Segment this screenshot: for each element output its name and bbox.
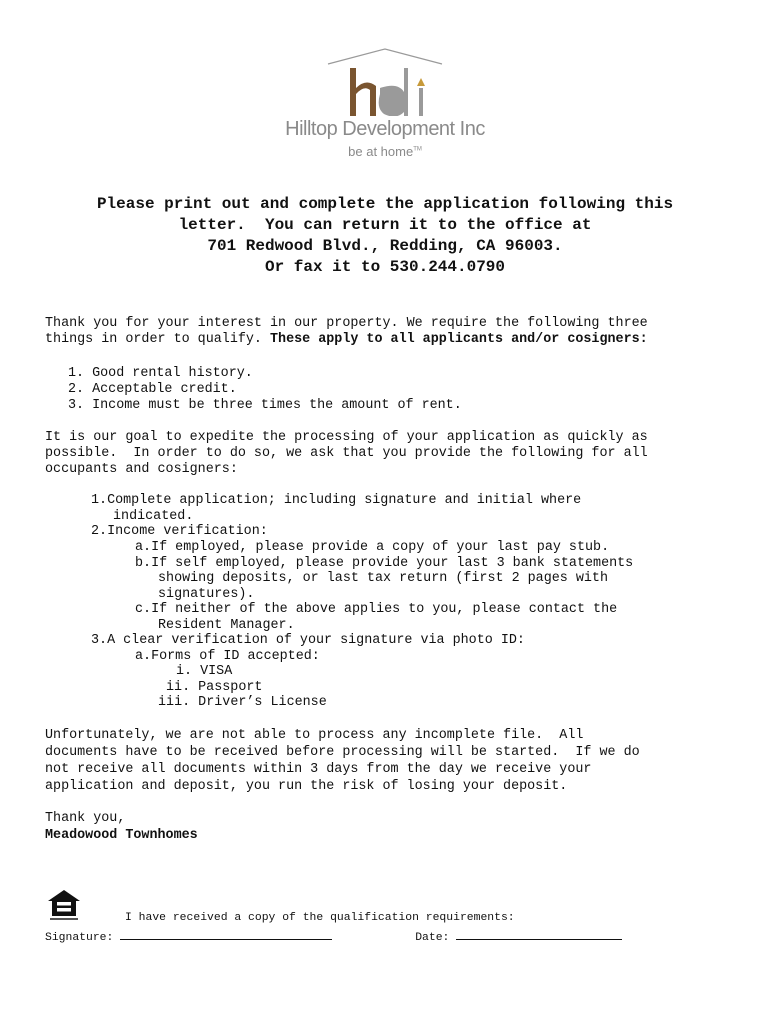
goal-line: It is our goal to expedite the processing of your application as quickly as [45, 430, 648, 445]
headline-line: 701 Redwood Blvd., Redding, CA 96003. [207, 237, 563, 255]
goal-line: occupants and cosigners: [45, 462, 238, 477]
intro-line: things in order to qualify. These apply to all applicants and/or cosigners: [45, 332, 648, 347]
signoff-name: Meadowood Townhomes [45, 828, 198, 843]
step-item: i. VISA [176, 664, 233, 679]
headline-line: Please print out and complete the application following this [96, 195, 674, 213]
goal-line: possible. In order to do so, we ask that you provide the following for all [45, 446, 648, 461]
step-item: b.If self employed, please provide your last 3 bank statements [135, 556, 634, 571]
signoff-thanks: Thank you, [45, 811, 126, 826]
equal-housing-icon [46, 888, 82, 922]
company-name: Hilltop Development Inc [285, 118, 485, 140]
step-item: 2.Income verification: [91, 524, 268, 539]
headline-line: letter. You can return it to the office at [178, 216, 592, 234]
step-item: 1.Complete application; including signature and initial where [91, 493, 582, 508]
intro-line: Thank you for your interest in our property. We require the following three [45, 316, 648, 331]
step-item: c.If neither of the above applies to you, please contact the [135, 602, 618, 617]
house-roof-logo-icon [280, 46, 490, 116]
step-item: ii. Passport [166, 680, 263, 695]
signature-field[interactable] [120, 929, 332, 940]
date-label: Date: [415, 932, 450, 944]
step-item: iii. Driver’s License [158, 695, 327, 710]
signature-row [45, 929, 622, 944]
closing-line: not receive all documents within 3 days from the day we receive your [45, 762, 592, 777]
step-item: Resident Manager. [158, 618, 295, 633]
company-logo [280, 46, 490, 166]
intro-emphasis: These apply to all applicants and/or cosigners: [270, 332, 648, 347]
received-statement: I have received a copy of the qualification requirements: [125, 912, 515, 924]
headline [40, 194, 730, 278]
closing-line: Unfortunately, we are not able to process any incomplete file. All [45, 728, 584, 743]
closing-line: documents have to be received before processing will be started. If we do [45, 745, 640, 760]
date-field[interactable] [456, 929, 622, 940]
list-item: 2. Acceptable credit. [68, 382, 237, 397]
list-item: 3. Income must be three times the amount of rent. [68, 398, 462, 413]
list-item: 1. Good rental history. [68, 366, 253, 381]
headline-line: Or fax it to 530.244.0790 [264, 258, 506, 276]
step-item: 3.A clear verification of your signature via photo ID: [91, 633, 525, 648]
company-tagline: be at home™ [348, 144, 422, 159]
signature-label: Signature: [45, 932, 114, 944]
step-item: a.Forms of ID accepted: [135, 649, 320, 664]
step-item: signatures). [158, 587, 255, 602]
step-item: showing deposits, or last tax return (first 2 pages with [158, 571, 608, 586]
closing-line: application and deposit, you run the risk of losing your deposit. [45, 779, 568, 794]
step-item: indicated. [113, 509, 194, 524]
step-item: a.If employed, please provide a copy of your last pay stub. [135, 540, 610, 555]
